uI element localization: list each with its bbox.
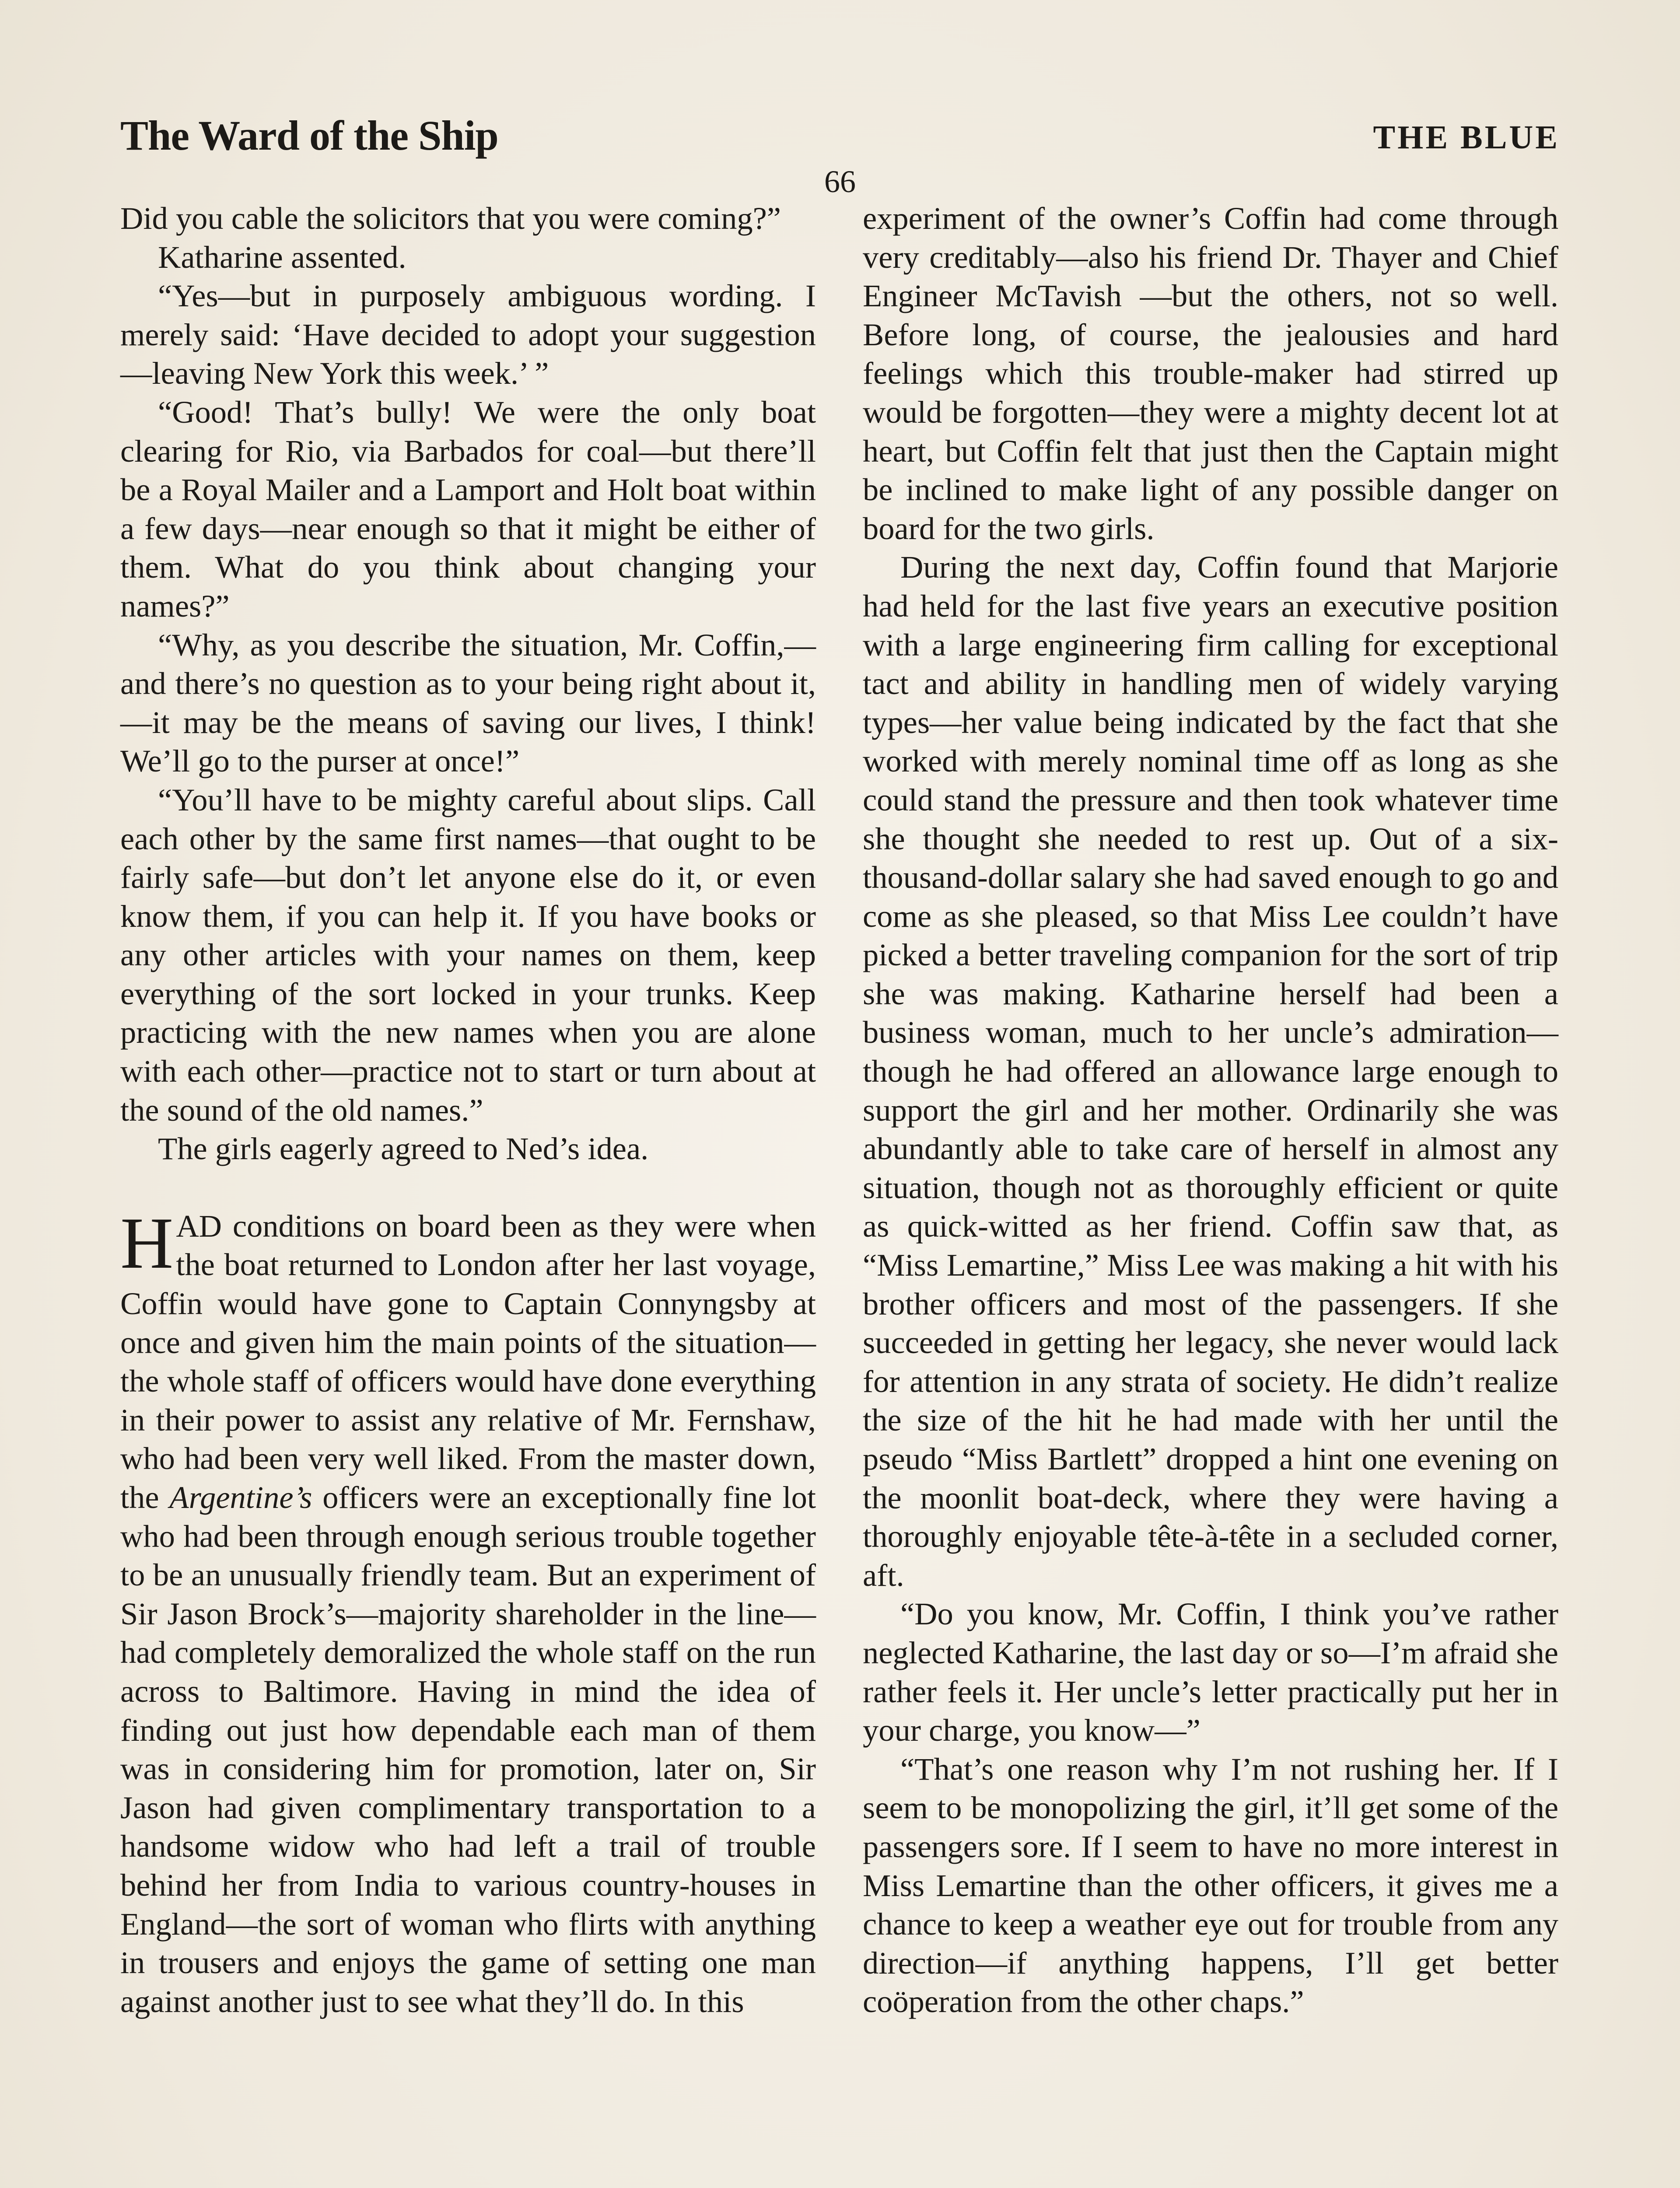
- ship-name: Argentine’s: [169, 1480, 312, 1515]
- section-text-end: officers were an exceptionally fine lot who had been through enough serious trouble together to be an unusually friendly team. But an experiment of Sir Jason Brock’s—majority shareholder in the line—had completely demoralized the whole staff on the run across to Baltimore. Having in mind the idea of finding out just how dependable each man of them was in considering him for promotion, later on, Sir Jason had given complimentary transportation to a handsome widow who had left a trail of trouble behind her from India to various country-houses in England—the sort of woman who flirts with anything in trousers and enjoys the game of setting one man against another just to see what they’ll do. In this: [120, 1480, 816, 2019]
- magazine-title: THE BLUE: [1373, 119, 1560, 156]
- drop-cap: H: [120, 1202, 174, 1284]
- paragraph: The girls eagerly agreed to Ned’s idea.: [158, 1131, 649, 1167]
- paragraph: experiment of the owner’s Coffin had come through very creditably—also his friend Dr. Thayer and Chief Engineer McTavish —but the others, not so well. Before long, of course, the jealousies and hard feelings which this trouble-maker had stirred up would be forgotten—they were a mighty decent lot at heart, but Coffin felt that just then the Captain might be inclined to make light of any possible danger on board for the two girls.: [863, 200, 1558, 546]
- section-paragraph: [120, 1202, 816, 2021]
- paragraph: Katharine assented.: [158, 239, 406, 275]
- page-number: 66: [824, 164, 856, 199]
- paragraph: Did you cable the solicitors that you were coming?”: [120, 200, 781, 236]
- paragraph: “You’ll have to be mighty careful about slips. Call each other by the same first names—that ought to be fairly safe—but don’t let anyone else do it, or even know them, if you can help it. If you have books or any other articles with your names on them, keep everything of the sort locked in your trunks. Keep practicing with the new names when you are alone with each other—practice not to start or turn about at the sound of the old names.”: [120, 782, 816, 1128]
- paragraph: “Yes—but in purposely ambiguous wording. I merely said: ‘Have decided to adopt your suggestion—leaving New York this week.’ ”: [120, 278, 816, 391]
- paragraph: “Do you know, Mr. Coffin, I think you’ve rather neglected Katharine, the last day or so—I’m afraid she rather feels it. Her uncle’s letter practically put her in your charge, you know—”: [863, 1596, 1558, 1748]
- section-text-start: AD conditions on board been as they were when the boat returned to London after her last voyage, Coffin would have gone to Captain Connyngsby at once and given him the main points of the situation—the whole staff of officers would have done everything in their power to assist any relative of Mr. Fernshaw, who had been very well liked. From the master down, the: [120, 1208, 816, 1515]
- paragraph: “Why, as you describe the situation, Mr. Coffin,—and there’s no question as to your being right about it,—it may be the means of saving our lives, I think! We’ll go to the purser at once!”: [120, 627, 816, 779]
- right-column: [863, 199, 1558, 2021]
- story-title: The Ward of the Ship: [120, 112, 498, 159]
- paragraph: During the next day, Coffin found that Marjorie had held for the last five years an executive position with a large engineering firm calling for exceptional tact and ability in handling men of widely varying types—her value being indicated by the fact that she worked with merely nominal time off as long as she could stand the pressure and then took whatever time she thought she needed to rest up. Out of a six-thousand-dollar salary she had saved enough to go and come as she pleased, so that Miss Lee couldn’t have picked a better traveling companion for the sort of trip she was making. Katharine herself had been a business woman, much to her uncle’s admiration—though he had offered an allowance large enough to support the girl and her mother. Ordinarily she was abundantly able to take care of herself in almost any situation, though not as thoroughly efficient or quite as quick-witted as her friend. Coffin saw that, as “Miss Lemartine,” Miss Lee was making a hit with his brother officers and most of the passengers. If she succeeded in getting her legacy, she never would lack for attention in any strata of society. He didn’t realize the size of the hit he had made with her until the pseudo “Miss Bartlett” dropped a hint one evening on the moonlit boat-deck, where they were having a thoroughly enjoyable tête-à-tête in a secluded corner, aft.: [863, 549, 1558, 1593]
- paragraph: “Good! That’s bully! We were the only boat clearing for Rio, via Barbados for coal—but there’ll be a Royal Mailer and a Lamport and Holt boat within a few days—near enough so that it might be either of them. What do you think about changing your names?”: [120, 394, 816, 624]
- paragraph: “That’s one reason why I’m not rushing her. If I seem to be monopolizing the girl, it’ll get some of the passengers sore. If I seem to have no more interest in Miss Lemartine than the other officers, it gives me a chance to keep a weather eye out for trouble from any direction—if anything happens, I’ll get better coöperation from the other chaps.”: [863, 1751, 1558, 2020]
- left-column: [120, 199, 816, 2021]
